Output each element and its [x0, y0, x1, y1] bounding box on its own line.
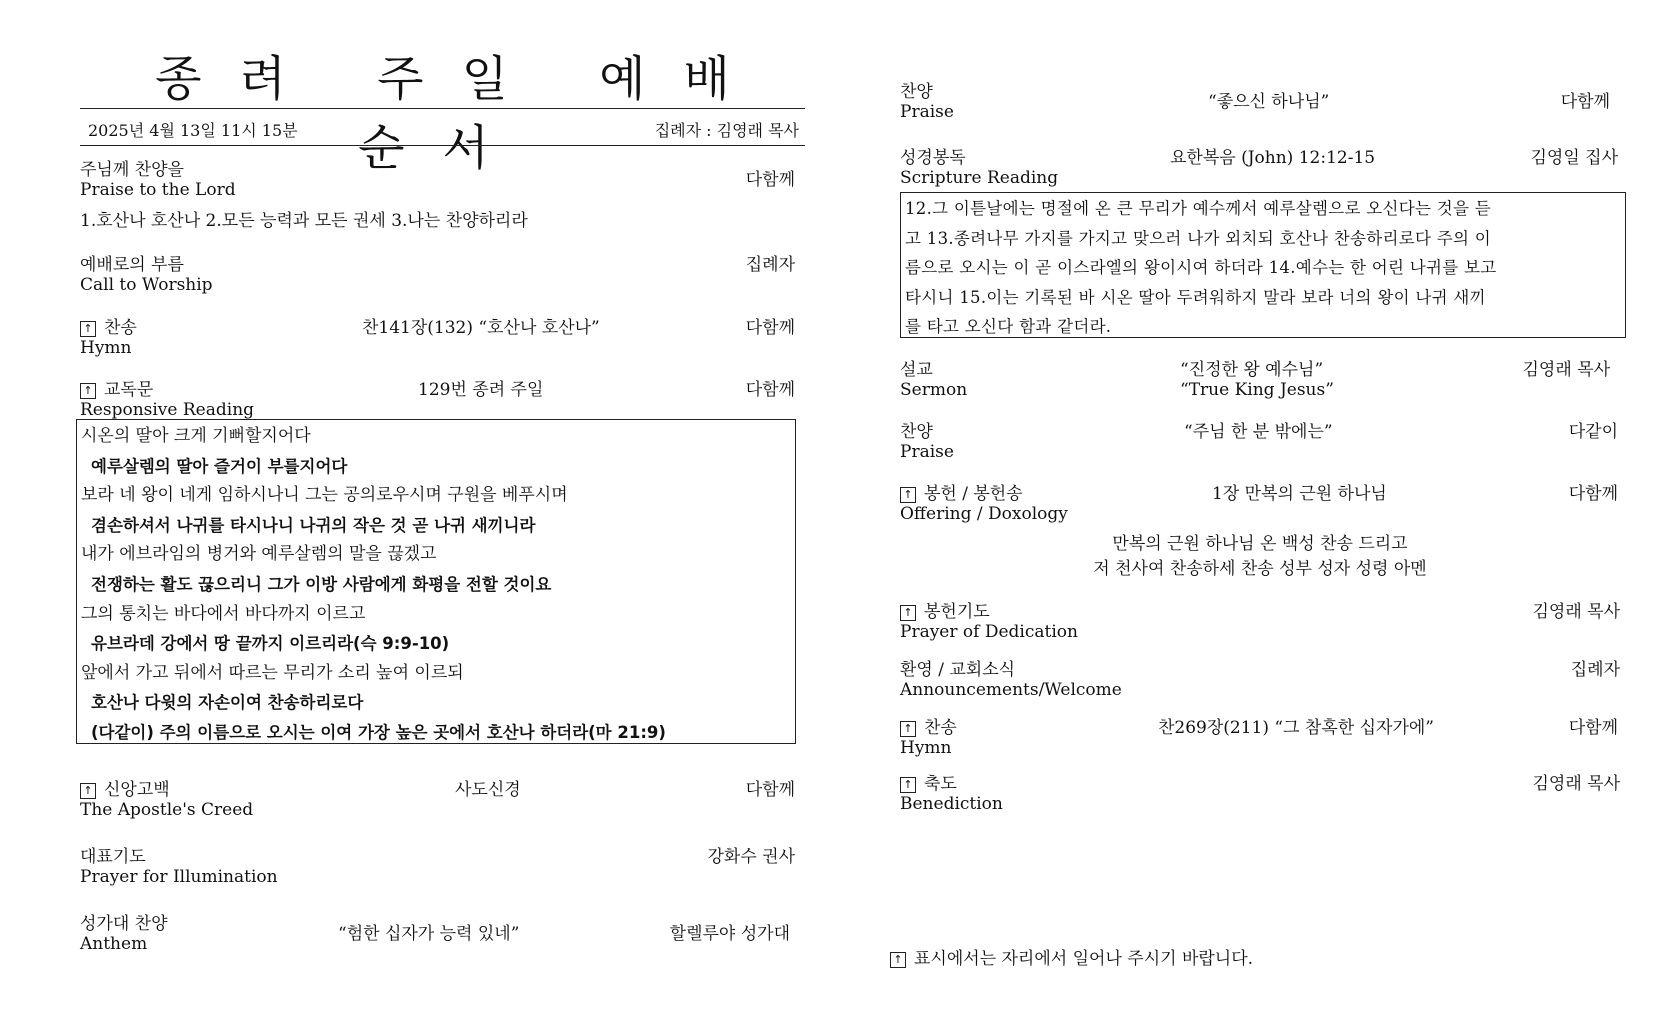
- item-title-ko: 주님께 찬양을: [80, 160, 184, 180]
- stand-up-icon: ↑: [900, 605, 916, 621]
- stand-up-icon: ↑: [80, 783, 96, 799]
- item-title-ko: 성가대 찬양: [80, 914, 168, 934]
- item-title-ko: ↑ 봉헌기도: [900, 602, 990, 622]
- stand-up-icon: ↑: [890, 952, 906, 968]
- item-title-en: Hymn: [80, 338, 132, 358]
- item-detail: “험한 십자가 능력 있네”: [338, 924, 520, 944]
- item-detail: 사도신경: [455, 780, 521, 800]
- sermon-title-en: “True King Jesus”: [1180, 380, 1334, 400]
- item-title-en: Call to Worship: [80, 275, 213, 295]
- item-title-en: Praise: [900, 102, 954, 122]
- item-title-en: Offering / Doxology: [900, 504, 1068, 524]
- item-title-en: Praise to the Lord: [80, 180, 236, 200]
- reading-line: 유브라데 강에서 땅 끝까지 이르리라(슥 9:9-10): [91, 634, 450, 654]
- scripture-line: 12.그 이튿날에는 명절에 온 큰 무리가 예수께서 예루살렘으로 오신다는 것을 듣: [905, 199, 1491, 218]
- reading-line: 시온의 딸아 크게 기뻐할지어다: [81, 426, 311, 446]
- reading-line: 전쟁하는 활도 끊으리니 그가 이방 사람에게 화평을 전할 것이요: [91, 574, 552, 594]
- doxology-line: 만복의 근원 하나님 온 백성 찬송 드리고: [1112, 534, 1408, 554]
- item-title-en: Scripture Reading: [900, 168, 1059, 188]
- stand-up-icon: ↑: [80, 383, 96, 399]
- item-title-en: Responsive Reading: [80, 400, 255, 420]
- item-title-en: The Apostle's Creed: [80, 800, 254, 820]
- doxology-line: 저 천사여 찬송하세 찬송 성부 성자 성령 아멘: [1093, 559, 1427, 579]
- responsive-reading-box: [76, 419, 796, 744]
- item-leader: 김영래 목사: [1532, 602, 1620, 622]
- item-title-en: Benediction: [900, 794, 1003, 814]
- item-leader: 강화수 권사: [707, 847, 795, 867]
- praise-song-list: 1.호산나 호산나 2.모든 능력과 모든 권세 3.나는 찬양하리라: [80, 211, 528, 231]
- item-title-en: Anthem: [80, 934, 148, 954]
- item-title-ko: 찬양: [900, 82, 933, 102]
- item-detail: 찬269장(211) “그 참혹한 십자가에”: [1158, 718, 1434, 738]
- item-title-ko: ↑ 찬송: [80, 318, 137, 338]
- item-title-en: Prayer for Illumination: [80, 867, 278, 887]
- item-title-en: Prayer of Dedication: [900, 622, 1078, 642]
- item-title-ko: 성경봉독: [900, 148, 966, 168]
- scripture-line: 를 타고 오신다 함과 같더라.: [905, 317, 1112, 337]
- scripture-line: 고 13.종려나무 가지를 가지고 맞으러 나가 외치되 호산나 찬송하리로다 주의 이: [905, 228, 1491, 248]
- item-leader: 다함께: [745, 170, 795, 190]
- item-title-ko: ↑ 축도: [900, 774, 957, 794]
- reading-line: 앞에서 가고 뒤에서 따르는 무리가 소리 높여 이르되: [81, 662, 464, 683]
- sermon-title: “진정한 왕 예수님”: [1180, 360, 1324, 380]
- item-leader: 다함께: [1560, 92, 1610, 112]
- item-leader: 김영래 목사: [1522, 360, 1610, 380]
- reading-line: (다같이) 주의 이름으로 오시는 이여 가장 높은 곳에서 호산나 하더라(마 21:9): [91, 722, 666, 742]
- item-title-ko: ↑ 교독문: [80, 380, 153, 400]
- scripture-line: 름으로 오시는 이 곧 이스라엘의 왕이시여 하더라 14.예수는 한 어린 나귀를 보고: [905, 258, 1497, 278]
- item-title-en: Announcements/Welcome: [900, 680, 1122, 700]
- stand-note-text: 표시에서는 자리에서 일어나 주시기 바랍니다.: [914, 949, 1254, 969]
- item-leader: 김영일 집사: [1530, 148, 1618, 168]
- stand-up-icon: ↑: [900, 721, 916, 737]
- reading-line: 예루살렘의 딸아 즐거이 부를지어다: [91, 456, 348, 476]
- item-leader: 집례자: [745, 255, 795, 275]
- item-title-en: Sermon: [900, 380, 968, 400]
- item-title-ko: 설교: [900, 360, 933, 380]
- item-title-ko: 대표기도: [80, 847, 146, 867]
- item-leader: 다함께: [745, 380, 795, 400]
- reading-line: 내가 에브라임의 병거와 예루살렘의 말을 끊겠고: [81, 544, 437, 565]
- stand-up-icon: ↑: [900, 777, 916, 793]
- stand-up-icon: ↑: [80, 321, 96, 337]
- item-title-ko: 찬양: [900, 422, 933, 442]
- item-detail: 129번 종려 주일: [418, 380, 544, 400]
- item-title-ko: ↑ 찬송: [900, 718, 957, 738]
- reading-line: 호산나 다윗의 자손이여 찬송하리로다: [91, 693, 364, 713]
- stand-note: [890, 944, 1253, 969]
- stand-up-icon: ↑: [900, 487, 916, 503]
- item-title-ko: 예배로의 부름: [80, 255, 184, 275]
- reading-line: 보라 네 왕이 네게 임하시나니 그는 공의로우시며 구원을 베푸시며: [81, 485, 568, 506]
- item-detail: “주님 한 분 밖에는”: [1184, 422, 1333, 442]
- item-title-ko: ↑ 봉헌 / 봉헌송: [900, 484, 1023, 504]
- item-detail: 찬141장(132) “호산나 호산나”: [362, 318, 600, 338]
- reading-line: 그의 통치는 바다에서 바다까지 이르고: [81, 603, 366, 624]
- item-title-en: Hymn: [900, 738, 952, 758]
- item-leader: 집례자: [1570, 660, 1620, 680]
- item-leader: 다함께: [745, 780, 795, 800]
- date-line: [80, 108, 805, 146]
- item-title-ko: ↑ 신앙고백: [80, 780, 170, 800]
- item-title-ko: 환영 / 교회소식: [900, 660, 1016, 680]
- doxology-lyrics: [900, 532, 1620, 582]
- scripture-line: 타시니 15.이는 기록된 바 시온 딸아 두려워하지 말라 보라 너의 왕이 나귀 새끼: [905, 287, 1486, 307]
- scripture-text-box: [900, 192, 1626, 338]
- item-leader: 다같이: [1568, 422, 1618, 442]
- reading-line: 겸손하셔서 나귀를 타시나니 나귀의 작은 것 곧 나귀 새끼니라: [91, 515, 536, 535]
- item-detail: 1장 만복의 근원 하나님: [1212, 484, 1387, 504]
- item-title-en: Praise: [900, 442, 954, 462]
- item-detail: “좋으신 하나님”: [1208, 92, 1330, 112]
- item-leader: 김영래 목사: [1532, 774, 1620, 794]
- item-leader: 다함께: [1568, 718, 1618, 738]
- officiant: 집례자 : 김영래 목사: [654, 121, 799, 140]
- item-leader: 다함께: [745, 318, 795, 338]
- item-leader: 할렐루야 성가대: [669, 924, 790, 944]
- item-detail: 요한복음 (John) 12:12-15: [1170, 148, 1376, 168]
- item-leader: 다함께: [1568, 484, 1618, 504]
- page-title: 종려 주일 예배 순서: [155, 51, 768, 176]
- service-date: 2025년 4월 13일 11시 15분: [88, 121, 298, 140]
